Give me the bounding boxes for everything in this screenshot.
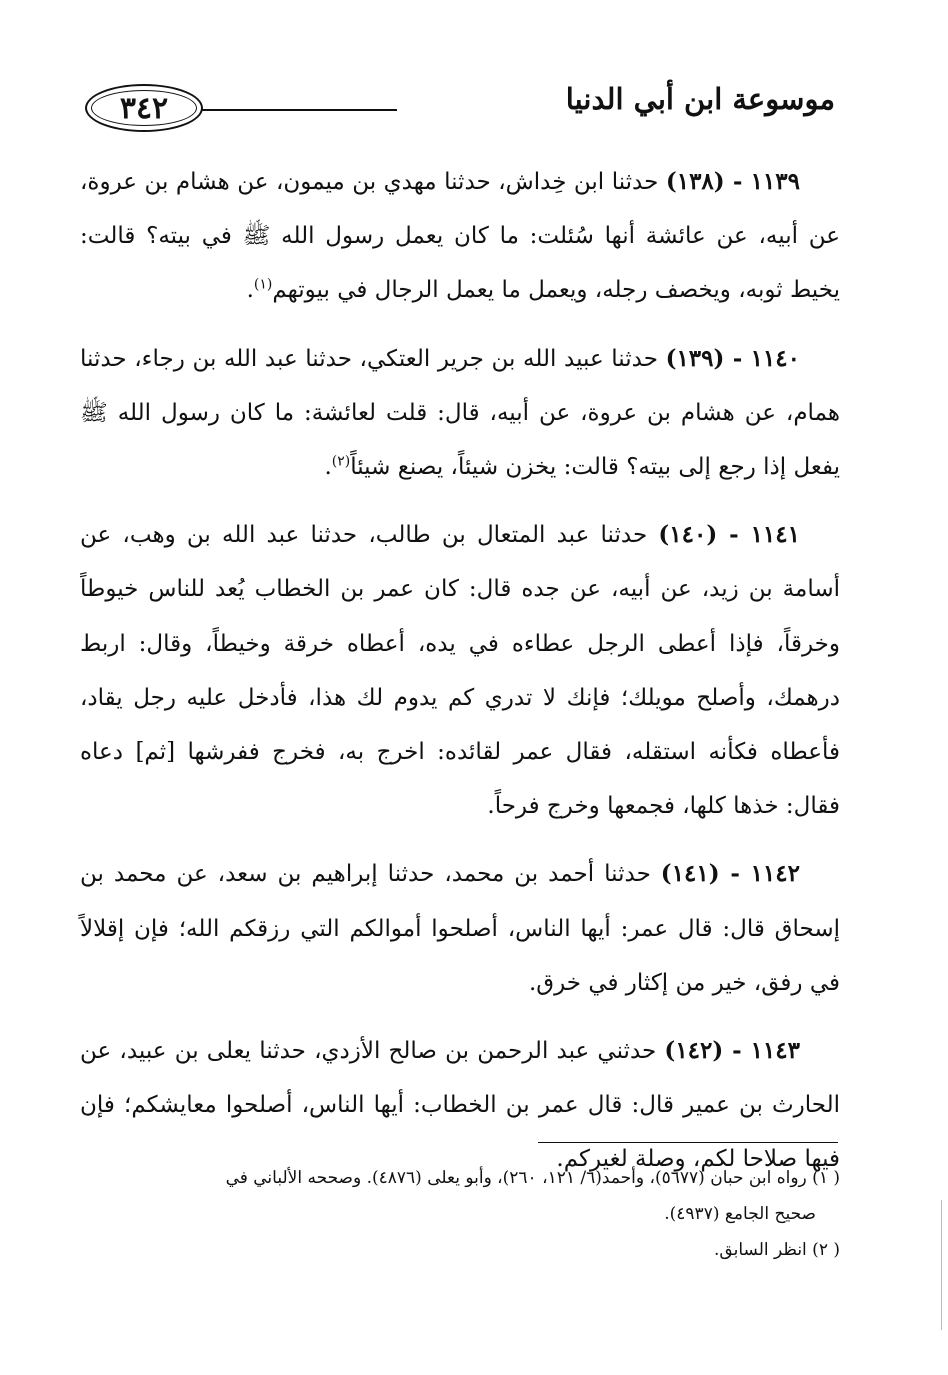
hadith-end: . <box>324 454 332 481</box>
hadith-paragraph-1140 <box>80 332 840 495</box>
hadith-paragraph-1142 <box>80 847 840 1010</box>
hadith-text: حدثنا عبيد الله بن جرير العتكي، حدثنا عبد الله بن رجاء، حدثنا همام، عن هشام بن عروة، عن أبيه، قال: قلت لعائشة: ما كان رسول الله ﷺ يفعل إذا رجع إلى بيته؟ قالت: يخزن شيئاً، يصنع شيئاً <box>80 345 840 481</box>
hadith-number: ١١٤١ - (١٤٠) <box>658 521 800 549</box>
page-number: ٣٤٢ <box>119 90 169 126</box>
hadith-text: حدثنا ابن خِداش، حدثنا مهدي بن ميمون، عن هشام بن عروة، عن أبيه، عن عائشة أنها سُئلت: ما كان يعمل رسول الله ﷺ في بيته؟ قالت: يخيط ثوبه، ويخصف رجله، ويعمل ما يعمل الرجال في بيوتهم <box>80 169 840 304</box>
footnote-1-line-2: صحيح الجامع (٤٩٣٧). <box>664 1204 816 1224</box>
hadith-text: حدثنا أحمد بن محمد، حدثنا إبراهيم بن سعد، عن محمد بن إسحاق قال: قال عمر: أيها الناس، أصلحوا أموالكم التي رزقكم الله؛ فإن إقلالاً في رفق، خير من إكثار في خرق. <box>80 861 840 996</box>
hadith-text: حدثنا عبد المتعال بن طالب، حدثنا عبد الله بن وهب، عن أسامة بن زيد، عن أبيه، عن جده قال: كان عمر بن الخطاب يُعد للناس خيوطاً وخرقاً، فإذا أعطى الرجل عطاءه في يده، أعطاه خرقة وخيطاً، وقال: اربط درهمك، وأصلح مويلك؛ فإنك لا تدري كم يدوم لك هذا، فأدخل عليه رجل يقاد، فأعطاه فكأنه استقله، فقال عمر لقائده: اخرج به، فخرج ففرشها [ثم] دعاه فقال: خذها كلها، فجمعها وخرج فرحاً. <box>80 522 840 820</box>
footnote-ref[interactable]: (١) <box>253 276 273 293</box>
hadith-paragraph-1139 <box>80 155 840 318</box>
book-title: موسوعة ابن أبي الدنيا <box>565 82 835 116</box>
hadith-end: . <box>246 277 254 304</box>
footnote-ref[interactable]: (٢) <box>331 453 351 470</box>
footnote-1-line-1: ( ١) رواه ابن حبان (٥٦٧٧)، وأحمد(٦/ ١٢١، ٢٦٠)، وأبو يعلى (٤٨٧٦). وصححه الألباني في <box>225 1168 840 1188</box>
page-header <box>85 78 835 140</box>
hadith-text: حدثني عبد الرحمن بن صالح الأزدي، حدثنا يعلى بن عبيد، عن الحارث بن عمير قال: قال عمر بن الخطاب: أيها الناس، أصلحوا معايشكم؛ فإن فيها صلاحا لكم، وصلة لغيركم. <box>80 1038 840 1173</box>
footnotes <box>100 1160 840 1268</box>
hadith-number: ١١٤٢ - (١٤١) <box>660 860 800 888</box>
footnote-2: ( ٢) انظر السابق. <box>714 1240 840 1260</box>
header-rule <box>201 109 397 111</box>
main-text <box>80 155 840 1201</box>
hadith-number: ١١٤٣ - (١٤٢) <box>664 1037 800 1065</box>
hadith-number: ١١٣٩ - (١٣٨) <box>665 168 800 195</box>
footnote-separator <box>538 1142 838 1143</box>
scan-edge-line <box>941 1200 942 1330</box>
hadith-paragraph-1141 <box>80 508 840 833</box>
hadith-number: ١١٤٠ - (١٣٩) <box>665 344 800 372</box>
